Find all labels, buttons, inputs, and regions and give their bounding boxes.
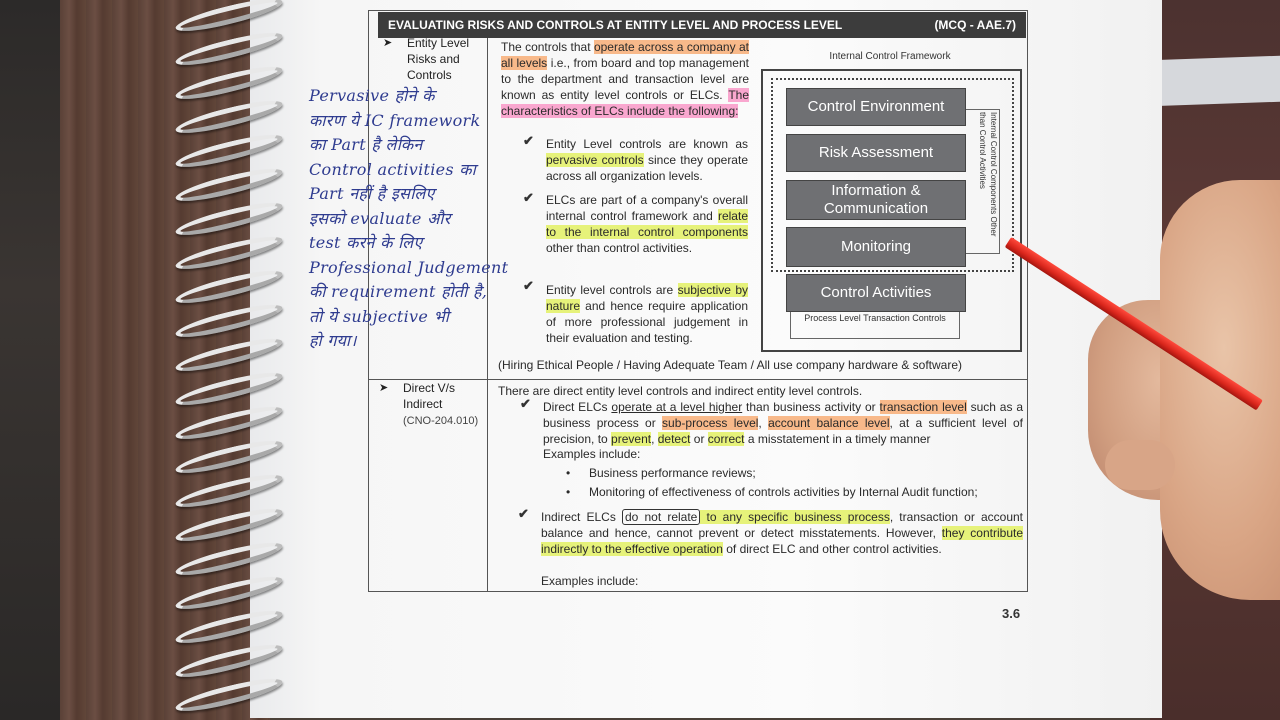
highlight-yellow: detect: [657, 432, 691, 446]
checkmark-bullet-icon: ✔: [523, 133, 534, 148]
row-label-direct-indirect: ➤ Direct V/s Indirect (CNO-204.010): [379, 381, 479, 427]
examples-label: Examples include:: [543, 447, 641, 461]
handwritten-line: Control activities का: [309, 159, 477, 179]
section-code: (MCQ - AAE.7): [934, 18, 1016, 32]
box-control-environment: Control Environment: [786, 88, 966, 126]
checkmark-bullet-icon: ✔: [523, 190, 534, 205]
section-title: EVALUATING RISKS AND CONTROLS AT ENTITY LEVEL AND PROCESS LEVEL: [388, 18, 843, 32]
handwritten-line: तो ये subjective भी: [309, 306, 450, 326]
bullet-dot-icon: •: [566, 485, 571, 499]
row-label-entity-level: ➤ Entity Level Risks and Controls: [383, 36, 470, 82]
highlight-yellow: subjective by nature: [546, 283, 748, 313]
process-level-label: Process Level Transaction Controls: [790, 312, 960, 339]
background-paper-scrap: [1150, 56, 1280, 107]
handwritten-note: [309, 84, 539, 354]
handwritten-line: की requirement होती है,: [309, 282, 488, 301]
handwritten-line: हो गया।: [309, 331, 357, 350]
bullet-dot-icon: •: [566, 466, 571, 480]
elc-bullet-pervasive: Entity Level controls are known as pervasive controls since they operate across all organization levels.: [546, 137, 748, 183]
checkmark-bullet-icon: ✔: [523, 278, 534, 293]
handwritten-line: Pervasive होने के: [309, 86, 435, 105]
elc-examples-footnote: (Hiring Ethical People / Having Adequate Team / All use company hardware & software): [498, 358, 963, 372]
underlined-text: operate at a level higher: [611, 400, 743, 414]
highlight-yellow: they contribute indirectly to the effective operation: [541, 526, 1024, 556]
box-risk-assessment: Risk Assessment: [786, 134, 966, 172]
highlight-orange: sub-process level: [662, 416, 759, 430]
direct-indirect-intro: There are direct entity level controls and indirect entity level controls.: [498, 384, 863, 398]
hand: [1160, 180, 1280, 600]
handwritten-line: इसको evaluate और: [309, 208, 451, 228]
highlight-orange: operate across a company at all levels: [501, 40, 749, 70]
checkmark-bullet-icon: ✔: [520, 396, 531, 411]
page-number: 3.6: [1002, 606, 1021, 621]
handwritten-line: का Part है लेकिन: [309, 135, 423, 154]
reference-code: (CNO-204.010): [403, 415, 479, 427]
elc-bullet-framework: ELCs are part of a company's overall internal control framework and relate to the internal control components other than control activities.: [546, 193, 748, 255]
handwritten-line: Professional Judgement: [309, 257, 509, 277]
framework-title: Internal Control Framework: [829, 51, 951, 62]
highlight-yellow: pervasive controls: [546, 153, 644, 167]
example-item: Business performance reviews;: [589, 466, 756, 480]
highlight-yellow: prevent: [611, 432, 652, 446]
example-item: Monitoring of effectiveness of controls activities by Internal Audit function;: [589, 485, 978, 499]
indirect-elc-paragraph: Indirect ELCs do not relate to any specific business process, transaction or account balance and hence, cannot prevent or detect misstatements. However, they contribute indirectly to the effective operation of direct ELC and other control activities.: [541, 510, 1024, 556]
elc-intro-paragraph: The controls that operate across a company at all levels i.e., from board and top management to the department and transaction level are known as entity level controls or ELCs. The characteristics of ELCs include the following:: [501, 40, 749, 118]
highlight-pink: The characteristics of ELCs include the following:: [501, 88, 749, 118]
box-monitoring: Monitoring: [786, 227, 966, 267]
arrow-icon: ➤: [383, 37, 393, 49]
highlight-yellow: to any specific business process: [700, 510, 890, 524]
handwritten-line: कारण ये IC framework: [309, 110, 481, 130]
highlight-yellow: relate to the internal control components: [546, 209, 748, 239]
arrow-icon: ➤: [379, 382, 389, 394]
box-information-communication: Information & Communication: [786, 180, 966, 220]
highlight-yellow: correct: [707, 432, 745, 446]
handwritten-line: Part नहीं है इसलिए: [309, 184, 435, 203]
box-control-activities: Control Activities: [786, 274, 966, 312]
elc-bullet-subjective: Entity level controls are subjective by nature and hence require application of more professional judgement in their evaluation and testing.: [546, 283, 748, 345]
components-side-label: Internal Control Components Other than Control Activities: [978, 112, 998, 237]
examples-label: Examples include:: [541, 574, 639, 588]
direct-elc-paragraph: Direct ELCs operate at a level higher than business activity or transaction level such as a business process or sub-process level, account balance level, at a sufficient level of precision, to prevent, detect or correct a misstatement in a timely manner: [543, 400, 1023, 446]
handwritten-line: test करने के लिए: [309, 233, 423, 252]
hand-knuckle: [1105, 440, 1175, 490]
checkmark-bullet-icon: ✔: [518, 506, 529, 521]
boxed-text: do not relate: [622, 509, 700, 525]
highlight-orange: account balance level: [768, 416, 890, 430]
highlight-orange: transaction level: [879, 400, 967, 414]
